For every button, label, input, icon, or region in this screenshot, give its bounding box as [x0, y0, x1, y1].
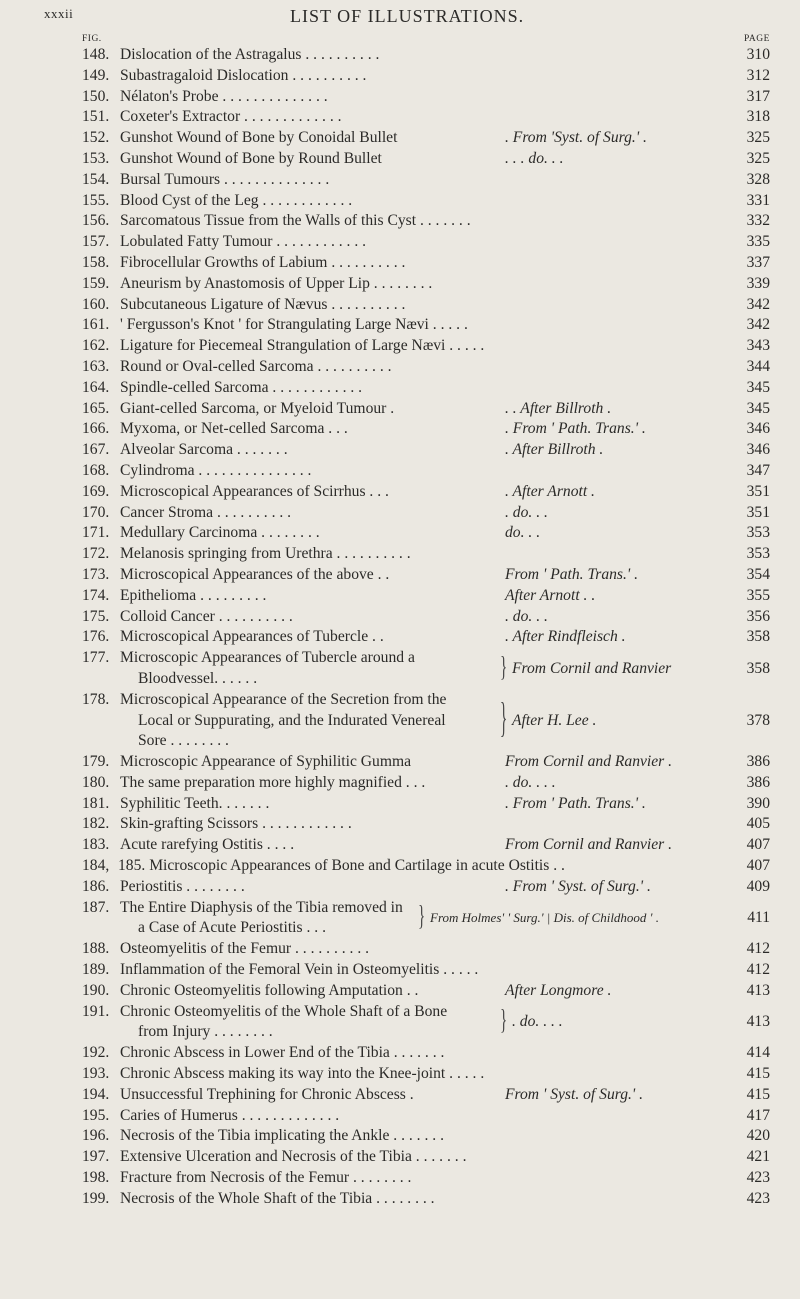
figure-number: 173. [82, 565, 110, 583]
page-number: 378 [746, 711, 770, 729]
list-entry [0, 773, 800, 794]
entry-caption: Osteomyelitis of the Femur . . . . . . . . . . [120, 940, 370, 958]
list-entry [0, 66, 800, 87]
entry-source: . do. . . [505, 503, 548, 521]
list-entry [0, 565, 800, 586]
figure-number: 197. [82, 1148, 110, 1166]
entry-source: do. . . [505, 524, 541, 542]
figure-number: 150. [82, 87, 110, 105]
entry-caption: Microscopical Appearances of the above . . [120, 565, 390, 583]
page-title: LIST OF ILLUSTRATIONS. [290, 6, 525, 26]
figure-number: 152. [82, 129, 110, 147]
page-number: 390 [746, 794, 770, 812]
page-number: 312 [746, 66, 770, 84]
page-number: 386 [746, 753, 770, 771]
brace-mark: } [500, 1006, 508, 1037]
page-number: 337 [746, 253, 770, 271]
list-entry [0, 232, 800, 253]
entry-source: From Cornil and Ranvier . [505, 836, 673, 854]
list-entry [0, 1064, 800, 1085]
page-number: 344 [746, 357, 770, 375]
list-entry [0, 336, 800, 357]
entry-source: From Holmes' ' Surg.' | Dis. of Childhood ' . [430, 910, 659, 926]
figure-number: 170. [82, 503, 110, 521]
entry-source: After H. Lee . [512, 711, 597, 729]
page-number: 356 [746, 607, 770, 625]
page-number: 346 [746, 420, 770, 438]
list-entry [0, 1106, 800, 1127]
entry-source: . After Arnott . [505, 482, 595, 500]
list-entry [0, 544, 800, 565]
figure-number: 189. [82, 961, 110, 979]
entry-source: . . After Billroth . [505, 399, 612, 417]
page-number: 423 [746, 1189, 770, 1207]
list-entry [0, 981, 800, 1002]
figure-number: 158. [82, 253, 110, 271]
list-entry [0, 253, 800, 274]
list-entry [0, 627, 800, 648]
entry-caption: Acute rarefying Ostitis . . . . [120, 836, 295, 854]
entry-caption: Sore . . . . . . . . [138, 732, 229, 750]
list-entry [0, 399, 800, 420]
entry-caption: Caries of Humerus . . . . . . . . . . . . . [120, 1106, 340, 1124]
entry-caption: Gunshot Wound of Bone by Conoidal Bullet [120, 129, 398, 147]
entry-caption: Chronic Osteomyelitis of the Whole Shaft of a Bone [120, 1002, 448, 1020]
list-entry [0, 607, 800, 628]
list-entry [0, 503, 800, 524]
figure-number: 182. [82, 815, 110, 833]
figure-number: 168. [82, 461, 110, 479]
page-number: 331 [746, 191, 770, 209]
figure-number: 151. [82, 108, 110, 126]
entry-source: After Longmore . [505, 981, 612, 999]
entry-caption: a Case of Acute Periostitis . . . [138, 919, 326, 937]
entry-caption: Periostitis . . . . . . . . [120, 877, 245, 895]
entry-caption: Sarcomatous Tissue from the Walls of this Cyst . . . . . . . [120, 212, 471, 230]
entry-caption: Syphilitic Teeth. . . . . . . [120, 794, 270, 812]
figure-number: 167. [82, 441, 110, 459]
page-number: 343 [746, 337, 770, 355]
page-number: 346 [746, 441, 770, 459]
entry-source: . From ' Path. Trans.' . [505, 420, 646, 438]
list-entry [0, 87, 800, 108]
entry-caption: Chronic Osteomyelitis following Amputation . . [120, 981, 419, 999]
list-entry [0, 149, 800, 170]
page-number: 342 [746, 316, 770, 334]
entry-caption: The same preparation more highly magnified . . . [120, 773, 426, 791]
list-entry [0, 295, 800, 316]
brace-mark: } [500, 652, 508, 684]
figure-number: 186. [82, 877, 110, 895]
list-entry [0, 1126, 800, 1147]
entry-caption: Alveolar Sarcoma . . . . . . . [120, 441, 288, 459]
entry-caption: Microscopical Appearances of Tubercle . . [120, 628, 384, 646]
page-number: 345 [746, 399, 770, 417]
entry-caption: Microscopical Appearances of Scirrhus . . . [120, 482, 389, 500]
entry-caption: 185. Microscopic Appearances of Bone and Cartilage in acute Ostitis . . [118, 857, 565, 875]
list-entry [0, 378, 800, 399]
list-entry [0, 1147, 800, 1168]
figure-number: 195. [82, 1106, 110, 1124]
list-entry [0, 419, 800, 440]
list-entry [0, 357, 800, 378]
figure-number: 187. [82, 898, 110, 916]
page-number: 423 [746, 1169, 770, 1187]
figure-number: 169. [82, 482, 110, 500]
list-entry [0, 1085, 800, 1106]
entry-source: . . . do. . . [505, 149, 564, 167]
list-entry [0, 1002, 800, 1044]
figure-number: 198. [82, 1169, 110, 1187]
list-entry [0, 315, 800, 336]
page-number: 317 [746, 87, 770, 105]
list-entry [0, 523, 800, 544]
figure-number: 159. [82, 274, 110, 292]
entry-source: After Arnott . . [505, 586, 596, 604]
page-number: 415 [746, 1085, 770, 1103]
page-number: 332 [746, 212, 770, 230]
figure-number: 174. [82, 586, 110, 604]
entry-source: . From ' Syst. of Surg.' . [505, 877, 651, 895]
page-number: 405 [746, 815, 770, 833]
list-entry [0, 107, 800, 128]
figure-number: 165. [82, 399, 110, 417]
entry-caption: Coxeter's Extractor . . . . . . . . . . . . . [120, 108, 342, 126]
figure-number: 171. [82, 524, 110, 542]
figure-number: 188. [82, 940, 110, 958]
list-entry [0, 752, 800, 773]
entry-source: . do. . . . [505, 773, 556, 791]
entry-caption: Blood Cyst of the Leg . . . . . . . . . . . . [120, 191, 353, 209]
entry-caption: Medullary Carcinoma . . . . . . . . [120, 524, 320, 542]
figure-number: 178. [82, 690, 110, 708]
figure-number: 164. [82, 378, 110, 396]
entry-caption: Necrosis of the Tibia implicating the Ankle . . . . . . . [120, 1127, 444, 1145]
page-number: 325 [746, 129, 770, 147]
list-entry [0, 440, 800, 461]
entry-source: From Cornil and Ranvier . [505, 753, 673, 771]
figure-number: 175. [82, 607, 110, 625]
list-entry [0, 648, 800, 690]
entry-caption: Bloodvessel. . . . . . [138, 669, 258, 687]
figure-number: 179. [82, 753, 110, 771]
entry-caption: The Entire Diaphysis of the Tibia removed in [120, 898, 403, 916]
page-number: 358 [746, 628, 770, 646]
entry-caption: Colloid Cancer . . . . . . . . . . [120, 607, 293, 625]
entry-caption: Ligature for Piecemeal Strangulation of Large Nævi . . . . . [120, 337, 485, 355]
page-number: 351 [746, 503, 770, 521]
figure-number: 183. [82, 836, 110, 854]
list-entry [0, 898, 800, 940]
page-number: 345 [746, 378, 770, 396]
page-number: 335 [746, 233, 770, 251]
figure-number: 154. [82, 170, 110, 188]
entry-source: From ' Path. Trans.' . [505, 565, 639, 583]
page-number: 355 [746, 586, 770, 604]
entry-caption: Lobulated Fatty Tumour . . . . . . . . . . . . [120, 233, 367, 251]
figure-number: 157. [82, 233, 110, 251]
figure-number: 193. [82, 1065, 110, 1083]
list-entry [0, 274, 800, 295]
fig-column-heading: FIG. [82, 34, 102, 44]
page-number: 412 [746, 961, 770, 979]
entry-caption: Melanosis springing from Urethra . . . . . . . . . . [120, 545, 411, 563]
entry-caption: Dislocation of the Astragalus . . . . . . . . . . [120, 46, 380, 63]
entry-source: . do. . . . [512, 1013, 563, 1031]
figure-number: 172. [82, 545, 110, 563]
entry-caption: Chronic Abscess in Lower End of the Tibia . . . . . . . [120, 1044, 445, 1062]
entry-caption: Necrosis of the Whole Shaft of the Tibia . . . . . . . . [120, 1189, 435, 1207]
page-number: 351 [746, 482, 770, 500]
entry-caption: Giant-celled Sarcoma, or Myeloid Tumour . [120, 399, 395, 417]
list-entry [0, 211, 800, 232]
page-number: 325 [746, 149, 770, 167]
entry-caption: Microscopic Appearances of Tubercle around a [120, 649, 415, 667]
figure-number: 161. [82, 316, 110, 334]
entry-source: . After Rindfleisch . [505, 628, 626, 646]
figure-number: 180. [82, 773, 110, 791]
entry-source: . From 'Syst. of Surg.' . [505, 129, 647, 147]
roman-page-number: xxxii [44, 6, 74, 21]
figure-number: 199. [82, 1189, 110, 1207]
list-entry [0, 877, 800, 898]
page-number: 420 [746, 1127, 770, 1145]
entry-caption: Round or Oval-celled Sarcoma . . . . . . . . . . [120, 357, 392, 375]
page-number: 318 [746, 108, 770, 126]
entry-caption: Gunshot Wound of Bone by Round Bullet [120, 149, 382, 167]
page-number: 354 [746, 565, 770, 583]
entry-caption: Local or Suppurating, and the Indurated Venereal [138, 711, 446, 729]
entry-source: . do. . . [505, 607, 548, 625]
entry-caption: Cylindroma . . . . . . . . . . . . . . . [120, 461, 312, 479]
figure-number: 190. [82, 981, 110, 999]
list-entry [0, 128, 800, 149]
brace-mark: } [418, 902, 426, 933]
entry-caption: Extensive Ulceration and Necrosis of the Tibia . . . . . . . [120, 1148, 467, 1166]
page-number: 407 [746, 836, 770, 854]
figure-number: 148. [82, 46, 110, 63]
figure-number: 153. [82, 149, 110, 167]
entry-caption: Aneurism by Anastomosis of Upper Lip . . . . . . . . [120, 274, 433, 292]
entry-caption: Cancer Stroma . . . . . . . . . . [120, 503, 292, 521]
entry-caption: Subastragaloid Dislocation . . . . . . . . . . [120, 66, 367, 84]
list-entry [0, 690, 800, 752]
page-number: 421 [746, 1148, 770, 1166]
figure-number: 192. [82, 1044, 110, 1062]
page-number: 414 [746, 1044, 770, 1062]
figure-number: 162. [82, 337, 110, 355]
entry-caption: Microscopic Appearance of Syphilitic Gumma [120, 753, 412, 771]
entry-caption: Epithelioma . . . . . . . . . [120, 586, 267, 604]
page-number: 386 [746, 773, 770, 791]
list-entry [0, 794, 800, 815]
entry-caption: Unsuccessful Trephining for Chronic Abscess . [120, 1085, 414, 1103]
list-entry [0, 170, 800, 191]
figure-number: 181. [82, 794, 110, 812]
list-entry [0, 856, 800, 877]
page-number: 358 [746, 659, 770, 677]
entry-caption: Skin-grafting Scissors . . . . . . . . . . . . [120, 815, 352, 833]
list-entry [0, 1043, 800, 1064]
page-number: 409 [746, 877, 770, 895]
list-entry [0, 960, 800, 981]
figure-number: 176. [82, 628, 110, 646]
list-entry [0, 586, 800, 607]
figure-number: 149. [82, 66, 110, 84]
figure-number: 194. [82, 1085, 110, 1103]
page-number: 342 [746, 295, 770, 313]
entry-caption: Chronic Abscess making its way into the Knee-joint . . . . . [120, 1065, 485, 1083]
page-number: 310 [746, 46, 770, 63]
entry-caption: Inflammation of the Femoral Vein in Osteomyelitis . . . . . [120, 961, 479, 979]
entry-caption: Spindle-celled Sarcoma . . . . . . . . . . . . [120, 378, 363, 396]
entry-caption: Subcutaneous Ligature of Nævus . . . . . . . . . . [120, 295, 406, 313]
entry-caption: Fibrocellular Growths of Labium . . . . . . . . . . [120, 253, 406, 271]
entry-source: From Cornil and Ranvier [512, 659, 672, 677]
list-entry [0, 1189, 800, 1210]
illustration-list [0, 45, 800, 1210]
page-number: 417 [746, 1106, 770, 1124]
entry-caption: Microscopical Appearance of the Secretion from the [120, 690, 447, 708]
figure-number: 160. [82, 295, 110, 313]
figure-number: 177. [82, 649, 110, 667]
figure-number: 166. [82, 420, 110, 438]
list-entry [0, 814, 800, 835]
page-number: 328 [746, 170, 770, 188]
entry-source: From ' Syst. of Surg.' . [505, 1085, 644, 1103]
brace-mark: } [500, 696, 508, 743]
entry-caption: Fracture from Necrosis of the Femur . . . . . . . . [120, 1169, 412, 1187]
figure-number: 155. [82, 191, 110, 209]
list-entry [0, 191, 800, 212]
entry-caption: ' Fergusson's Knot ' for Strangulating Large Nævi . . . . . [120, 316, 468, 334]
list-entry [0, 482, 800, 503]
page-number: 413 [746, 1013, 770, 1031]
figure-number: 196. [82, 1127, 110, 1145]
list-entry [0, 1168, 800, 1189]
figure-number: 163. [82, 357, 110, 375]
entry-caption: Bursal Tumours . . . . . . . . . . . . . . [120, 170, 330, 188]
list-entry [0, 45, 800, 66]
page-number: 415 [746, 1065, 770, 1083]
entry-source: . After Billroth . [505, 441, 604, 459]
list-entry [0, 835, 800, 856]
entry-caption: from Injury . . . . . . . . [138, 1023, 273, 1041]
page-number: 347 [746, 461, 770, 479]
entry-caption: Nélaton's Probe . . . . . . . . . . . . . . [120, 87, 328, 105]
list-entry [0, 939, 800, 960]
page-number: 411 [747, 909, 770, 927]
figure-number: 156. [82, 212, 110, 230]
page-number: 339 [746, 274, 770, 292]
list-entry [0, 461, 800, 482]
figure-number: 191. [82, 1002, 110, 1020]
page-number: 413 [746, 981, 770, 999]
page-number: 407 [746, 857, 770, 875]
entry-caption: Myxoma, or Net-celled Sarcoma . . . [120, 420, 348, 438]
entry-source: . From ' Path. Trans.' . [505, 794, 646, 812]
page-number: 412 [746, 940, 770, 958]
page-number: 353 [746, 524, 770, 542]
page-column-heading: PAGE [744, 34, 770, 44]
page-number: 353 [746, 545, 770, 563]
figure-number: 184, [82, 857, 110, 875]
